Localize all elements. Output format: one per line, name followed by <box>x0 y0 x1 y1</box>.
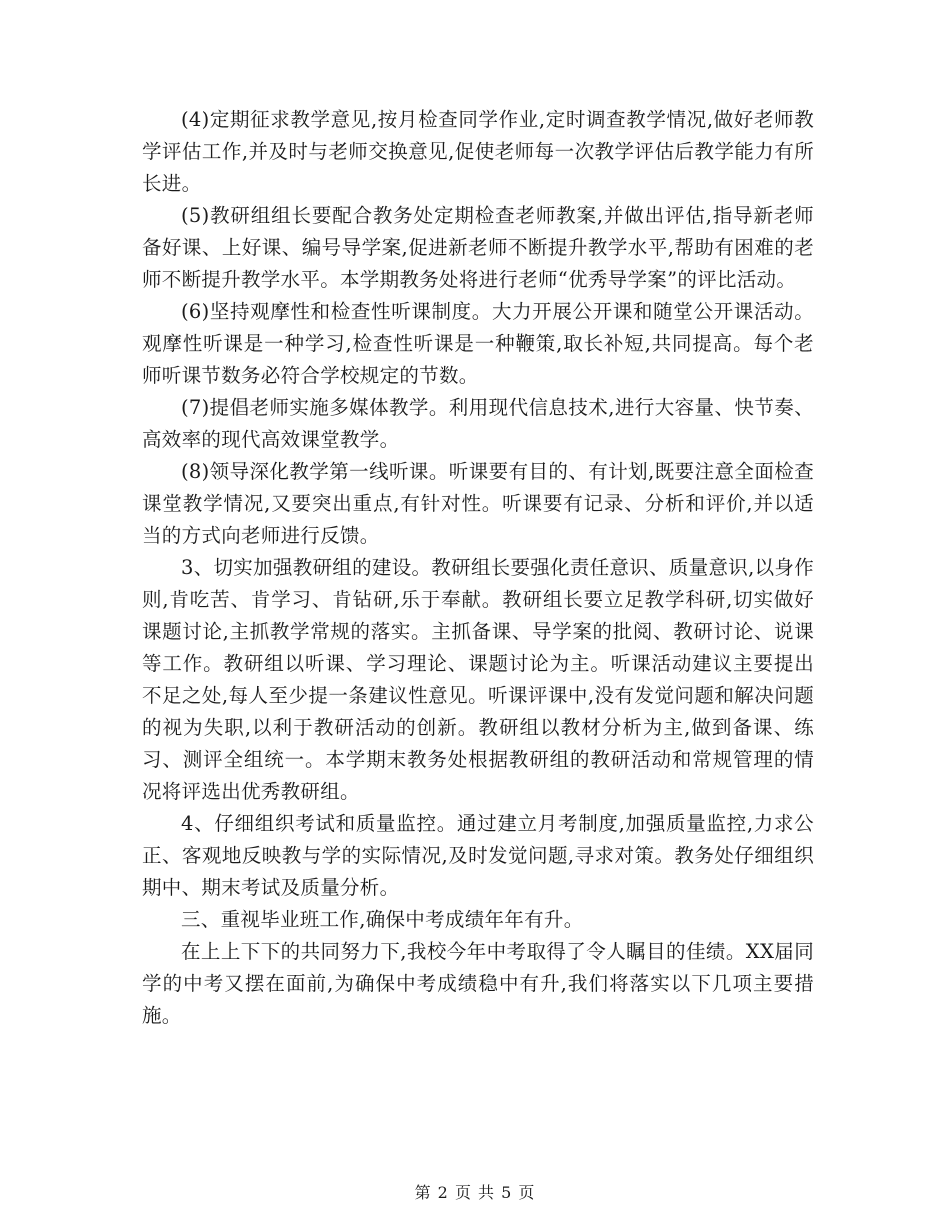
paragraph-item-6: (6)坚持观摩性和检查性听课制度。大力开展公开课和随堂公开课活动。观摩性听课是一种学习,检查性听课是一种鞭策,取长补短,共同提高。每个老师听课节数务必符合学校规定的节数。 <box>142 300 814 387</box>
paragraph-section-3: 3、切实加强教研组的建设。教研组长要强化责任意识、质量意识,以身作则,肯吃苦、肯学习、肯钻研,乐于奉献。教研组长要立足教学科研,切实做好课题讨论,主抓教学常规的落实。主抓备课、导学案的批阅、教研讨论、说课等工作。教研组以听课、学习理论、课题讨论为主。听课活动建议主要提出不足之处,每人至少提一条建议性意见。听课评课中,没有发觉问题和解决问题的视为失职,以利于教研活动的创新。教研组以教材分析为主,做到备课、练习、测评全组统一。本学期末教务处根据教研组的教研活动和常规管理的情况将评选出优秀教研组。 <box>142 556 815 803</box>
page-number: 第 2 页 共 5 页 <box>414 1183 536 1202</box>
paragraph-item-7: (7)提倡老师实施多媒体教学。利用现代信息技术,进行大容量、快节奏、高效率的现代高效课堂教学。 <box>142 396 814 451</box>
paragraph-section-4: 4、仔细组织考试和质量监控。通过建立月考制度,加强质量监控,力求公正、客观地反映教与学的实际情况,及时发觉问题,寻求对策。教务处仔细组织期中、期末考试及质量分析。 <box>142 812 814 899</box>
paragraph-graduating-class: 在上上下下的共同努力下,我校今年中考取得了令人瞩目的佳绩。XX届同学的中考又摆在面前,为确保中考成绩稳中有升,我们将落实以下几项主要措施。 <box>142 940 814 1027</box>
paragraph-item-8: (8)领导深化教学第一线听课。听课要有目的、有计划,既要注意全面检查课堂教学情况,又要突出重点,有针对性。听课要有记录、分析和评价,并以适当的方式向老师进行反馈。 <box>142 460 814 547</box>
section-heading-3: 三、重视毕业班工作,确保中考成绩年年有升。 <box>181 908 584 931</box>
page-footer <box>0 1180 950 1203</box>
paragraph-item-5: (5)教研组组长要配合教务处定期检查老师教案,并做出评估,指导新老师备好课、上好课、编号导学案,促进新老师不断提升教学水平,帮助有困难的老师不断提升教学水平。本学期教务处将进行老师“优秀导学案”的评比活动。 <box>142 204 814 291</box>
document-body <box>142 104 814 1032</box>
paragraph-item-4: (4)定期征求教学意见,按月检查同学作业,定时调查教学情况,做好老师教学评估工作,并及时与老师交换意见,促使老师每一次教学评估后教学能力有所长进。 <box>142 108 814 195</box>
